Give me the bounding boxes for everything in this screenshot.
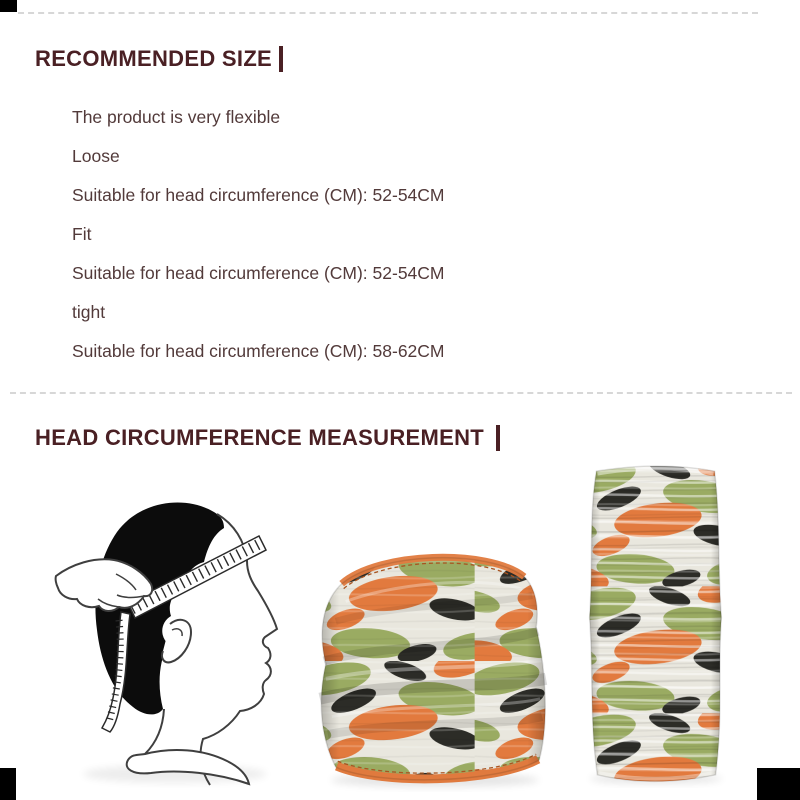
heading-cursor-bar — [279, 46, 283, 72]
measurement-title: HEAD CIRCUMFERENCE MEASUREMENT — [35, 425, 485, 450]
heading-cursor-bar — [496, 425, 500, 451]
size-line-fit-range: Suitable for head circumference (CM): 52-54CM — [72, 263, 445, 283]
corner-mark-bottom-right — [757, 768, 800, 800]
corner-mark-bottom-left — [0, 768, 16, 800]
recommended-size-heading — [35, 46, 283, 72]
head-measurement-illustration — [20, 478, 310, 788]
ear — [162, 620, 191, 663]
dashed-divider-middle — [10, 392, 792, 394]
corner-mark-top-left — [0, 0, 17, 12]
size-line-fit: Fit — [72, 224, 92, 244]
camo-gaiter-flat-photo — [572, 458, 738, 788]
size-line-tight: tight — [72, 302, 106, 322]
dashed-divider-top — [18, 12, 758, 14]
size-line-loose: Loose — [72, 146, 120, 166]
size-line-tight-range: Suitable for head circumference (CM): 58-62CM — [72, 341, 445, 361]
measurement-heading — [35, 425, 500, 451]
camo-gaiter-worn-photo — [306, 532, 554, 792]
size-description-list — [72, 98, 445, 371]
size-line-loose-range: Suitable for head circumference (CM): 52-54CM — [72, 185, 445, 205]
recommended-size-title: RECOMMENDED SIZE — [35, 46, 273, 71]
size-line-flexible: The product is very flexible — [72, 107, 281, 127]
